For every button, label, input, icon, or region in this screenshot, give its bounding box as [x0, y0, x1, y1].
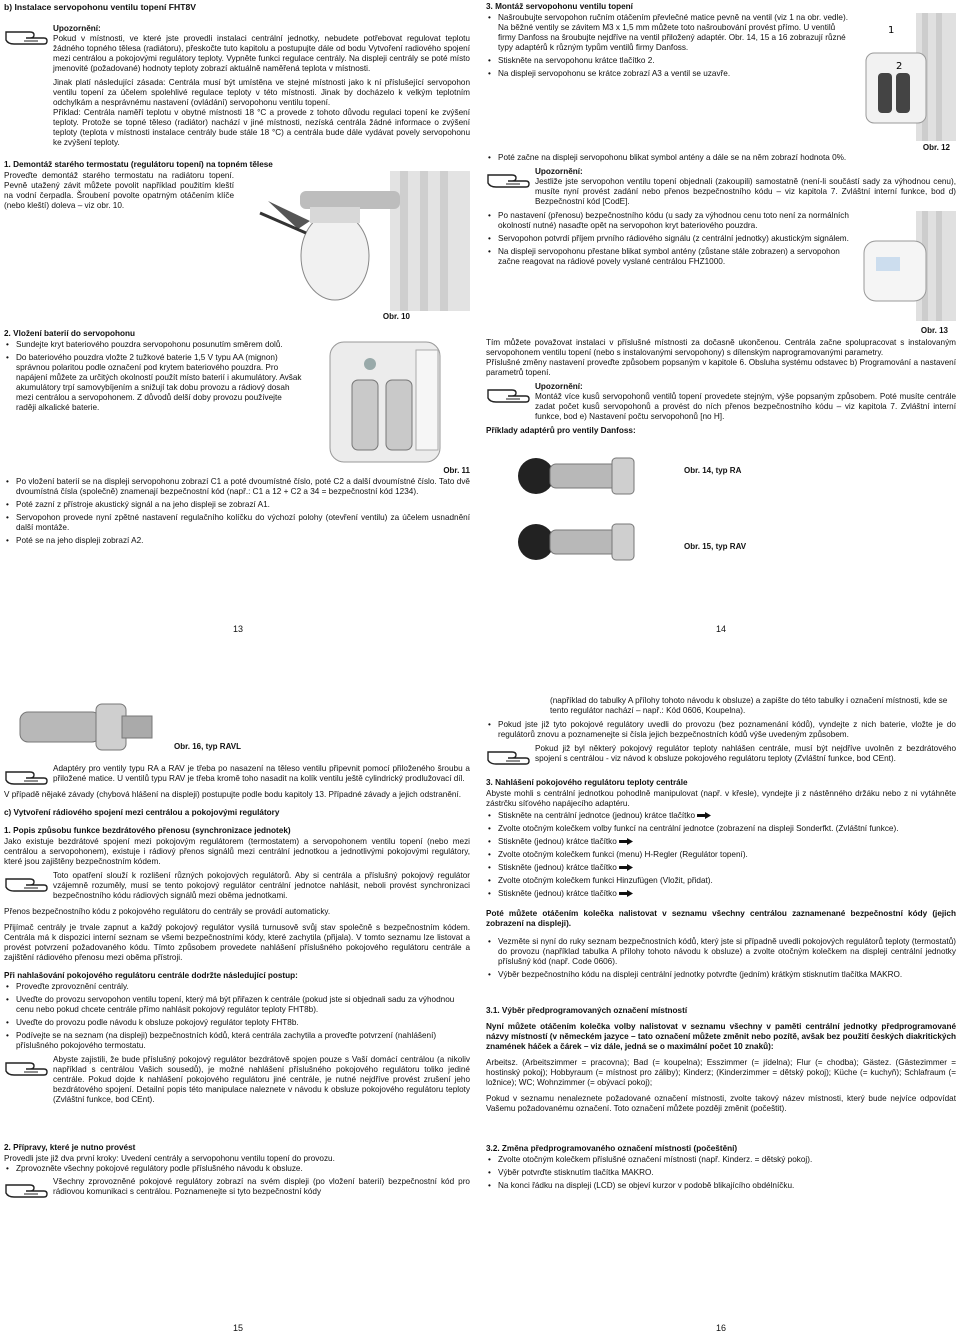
- list-item: • Na displeji servopohonu přestane blikat symbol antény (zůstane stále zobrazen) a servopohon začne reagovat na rádiové povely vyslané centrálou FHZ1000.: [486, 247, 850, 267]
- list-item: • Poté začne na displeji servopohonu blikat symbol antény a dále se na něm zobrazí hodnota 0%.: [486, 153, 956, 163]
- note-label: Upozornění:: [535, 382, 583, 391]
- code-list: [486, 720, 956, 740]
- section-1-text: Proveďte demontáž starého termostatu na radiátoru topení. Pevně utažený závit můžete povolit například použitím kleští na vodní čerpadla. Šroubení povolte opatrným otáčením klíče (nebo kleští) doleva – viz obr. 10.: [4, 171, 234, 211]
- list-item: • Stiskněte na servopohonu krátce tlačítko 2.: [486, 56, 850, 66]
- paragraph: (například do tabulky A přílohy tohoto návodu k obsluze) a zapište do této tabulky i označení místnosti, kde se tento regulátor nachází – např.: Kód 0606, Koupelna).: [550, 696, 948, 715]
- arrow-button-icon: [697, 812, 711, 819]
- pointing-hand-icon: [4, 1177, 48, 1199]
- page-number: 16: [715, 1323, 726, 1334]
- adapter-ravl-image: [10, 694, 160, 760]
- figure-12-caption: Obr. 12: [922, 143, 950, 153]
- note-text: Pokud v místnosti, ve které jste provedli instalaci centrální jednotky, nebudete potřebovat regulovat teplotu žádného topného tělesa (radiátoru), přeskočte tuto kapitolu a postupujte dále od bodu Vytvoření radiového spojení mezi centrálou a pokojovými regulátory teploty. Vypněte funkci regulace centrály. Na displeji centrály se poté místo jmenovité (požadované) hodnoty teploty zobrazí aktuálně naměřená teplota v místnosti.: [53, 34, 470, 74]
- page-15: [0, 690, 476, 1334]
- battery-steps: [4, 340, 304, 475]
- pointing-hand-icon: [486, 382, 530, 404]
- pointing-hand-icon: [486, 167, 530, 189]
- paragraph: Přijímač centrály je trvale zapnut a každý pokojový regulátor vysílá turnusově svůj stav společně s bezpečnostním kódem. Centrála má k dispozici interní seznam se všemi bezpečnostními kódy, které zachytila (přijala). V tomto seznamu lze listovat a provést potvrzení požadovaného kódu. Tímto způsobem provedete nahlášení příslušného pokojového regulátoru centrále a zajištění rádiového přenosu mezi oběma přístroji.: [4, 923, 470, 962]
- step-text: Stiskněte (jednou) krátce tlačítko: [498, 889, 617, 898]
- note-box: [4, 764, 470, 786]
- figure-11-caption: Obr. 11: [443, 465, 470, 475]
- page-16: [482, 690, 960, 1334]
- section-heading-2: 2. Vložení baterií do servopohonu: [4, 329, 136, 339]
- pointing-hand-icon: [4, 24, 48, 46]
- figure-16-caption: Obr. 16, typ RAVL: [174, 742, 241, 751]
- list-item: [486, 811, 956, 821]
- paragraph: Abyste mohli s centrální jednotkou pohodlně manipulovat (např. v křesle), vyndejte ji z nástěnného držáku nebo z ni vytáhněte zástrčku síťového napájecího adaptéru.: [486, 789, 956, 808]
- arrow-button-icon: [619, 838, 633, 845]
- note-text: Pokud již byl některý pokojový regulátor teploty nahlášen centrále, musí být nejdříve uvolněn z bezdrátového spojení s centrálou - viz návod k obsluze pokojového regulátoru teploty (Zvláštní funkce, bod CEnt).: [535, 744, 956, 763]
- examples-heading: Příklady adaptérů pro ventily Danfoss:: [486, 426, 636, 435]
- note-box: [486, 744, 956, 766]
- list-item: • Vezměte si nyní do ruky seznam bezpečnostních kódů, který jste si případně uvedli pokojových regulátorů teploty (termostatů) do provozu (například tabulka A přílohy tohoto návodu k obsluze) a zvolte otočným kolečkem na displeji centrální jednotky příslušný kód (např. Code 0606).: [486, 937, 956, 967]
- list-item: • Servopohon provede nyní zpětné nastavení regulačního kolíčku do výchozí polohy (otevření ventilu) za účelem usnadnění další montáže.: [4, 513, 470, 533]
- paragraph: Příslušné změny nastavení proveďte způsobem popsaným v kapitole 6. Obsluha systému odstavec b) Programování a nastavení parametrů topení.: [486, 358, 956, 377]
- section-heading-32: 3.2. Změna předprogramovaného označení místnosti (počeštění): [486, 1144, 738, 1153]
- paragraph: Poté můžete otáčením kolečka nalistovat v seznamu všechny centrálou zaznamenané bezpečnostní kódy (jejich zobrazení na displeji).: [486, 909, 956, 928]
- figure-14-caption: Obr. 14, typ RA: [684, 466, 742, 475]
- list-item: [486, 837, 956, 847]
- arrow-button-icon: [619, 890, 633, 897]
- list-item: • Zvolte otočným kolečkem volby funkcí na centrální jednotce (zobrazení na displeji Sonderfkt. (Zvláštní funkce).: [486, 824, 956, 834]
- antenna-step: [486, 153, 956, 163]
- paragraph: Pokud v seznamu nenaleznete požadované označení místnosti, zvolte takový název místnosti, který bude nejvíce odpovídat Vašemu požadovanému označení. Toto označení můžete později změnit (počeštit).: [486, 1094, 956, 1113]
- note-box: [4, 24, 470, 74]
- section-title: b) Instalace servopohonu ventilu topení FHT8V: [4, 2, 196, 12]
- section-heading-3: 3. Montáž servopohonu ventilu topení: [486, 2, 633, 11]
- note-text: Adaptéry pro ventily typu RA a RAV je třeba po nasazení na těleso ventilu připevnit pomocí přiloženého šroubu a přiložené matice. U ventilů typu RAV je třeba kromě toho nasadit na kolík ventilu ještě cylindrický prodlužovací díl.: [53, 764, 470, 783]
- note-label: Upozornění:: [53, 24, 101, 34]
- page-number: 13: [232, 624, 243, 635]
- page-number: 14: [715, 624, 726, 635]
- page-13: [0, 0, 476, 640]
- list-item: • Po vložení baterií se na displeji servopohonu zobrazí C1 a poté dvoumístné číslo, poté C2 a další dvoumístné číslo. Tato dvě dvoumístná čísla (společně) znamenají bezpečnostní kód (např.: C1 a 12 + C2 a 34 = bezpečnostní kód 1234).: [4, 477, 470, 497]
- page-number: 15: [232, 1323, 243, 1334]
- svg-text:2: 2: [896, 61, 903, 72]
- list-item: • Výběr bezpečnostního kódu na displeji centrální jednotky potvrďte (jedním) krátkým stisknutím tlačítka MAKRO.: [486, 970, 956, 980]
- paragraph: Nyní můžete otáčením kolečka volby nalistovat v seznamu všechny v paměti centrální jednotky předprogramované názvy místností (v německém jazyce – tato označení můžete změnit nebo pozítě, avšak bez použití českých diakritických znamének háček a čárek – viz dále, jedná se o maximální počet 10 znaků):: [486, 1022, 956, 1051]
- figure-16: [4, 690, 470, 762]
- adapter-figures: [486, 442, 956, 582]
- rename-steps: [486, 1155, 956, 1191]
- list-item: • Do bateriového pouzdra vložte 2 tužkové baterie 1,5 V typu AA (mignon) správnou polaritou podle označení pod krytem bateriového pouzdra. Pro napájení můžete za určitých okolností použít místo baterií i akumulátory. Avšak akumulátory trpí samovybíjením a snižují tak dobu provozu a rádiový dosah mezi centrálou a servopohonem. Z důvodů delší doby provozu používejte raději alkalické baterie.: [4, 353, 304, 413]
- note-box: [4, 871, 470, 901]
- rooms-list: Arbeitsz. (Arbeitszimmer = pracovna); Bad (= koupelna); Esszimmer (= jídelna); Flur (= chodba); Gästez. (Gästezimmer = hostinský pokoj); Hobbyraum (= místnost pro záliby); Kinderz; (Kinderzimmer = dětský pokoj); Küche (= kuchyň); Schlafraum (= ložnice); WC; Wohnzimmer (= obývací pokoj);: [486, 1058, 956, 1087]
- page-14: [482, 0, 960, 640]
- list-item: • Na konci řádku na displeji (LCD) se objeví kurzor v podobě blikajícího obdélníčku.: [486, 1181, 956, 1191]
- list-item: [486, 889, 956, 899]
- list-item: • Servopohon potvrdí příjem prvního rádiového signálu (z centrální jednotky) akustickým signálem.: [486, 234, 850, 244]
- list-item: • Zvolte otočným kolečkem funkci Hinzufügen (Vložit, přidat).: [486, 876, 956, 886]
- pointing-hand-icon: [4, 871, 48, 893]
- step-text: Stiskněte na centrální jednotce (jednou) krátce tlačítko: [498, 811, 696, 820]
- procedure-steps: [4, 982, 470, 1051]
- list-item: • Uveďte do provozu servopohon ventilu topení, který má být přiřazen k centrále (pokud jste si objednali sadu za výhodnou cenu nebo pokud chcete centrále přímo nahlásit pokojový regulátor teploty FHT8b).: [4, 995, 470, 1015]
- confirm-steps: [486, 937, 956, 980]
- code-steps: [486, 211, 850, 336]
- note-text: Montáž více kusů servopohonů ventilů topení provedete stejným, výše popsaným způsobem. Poté musíte centrále zadat počet kusů servopohonů a provést do ních přenos bezpečnostního kódu – viz kapitola 7. Zvláštní interní funkce, bod e) Nastavení počtu servopohonů [no H].: [535, 392, 956, 421]
- list-item: • Našroubujte servopohon ručním otáčením převlečné matice pevně na ventil (viz 1 na obr. vedle). Na běžné ventily se závitem M3 x 1,5 mm můžete toto našroubování provést přímo. U ventilů firmy Danfoss na šroubujte nejdříve na ventil přiložený adaptér. Obr. 14, 15 a 16 zobrazují různé typy adaptérů k různým typům ventilů firmy Danfoss.: [486, 13, 850, 53]
- paragraph: Přenos bezpečnostního kódu z pokojového regulátoru do centrály se provádí automaticky.: [4, 907, 331, 916]
- note-text: Jestliže jste servopohon ventilu topení objednali (zakoupili) samostatně (není-li součástí sady za výhodnou cenu), musíte nyní provést zadání nebo přenos bezpečnostního kódu – viz kapitola 7. Zvláštní interní funkce, bod d) Bezpečnostní kód [CodE].: [535, 177, 956, 206]
- svg-text:1: 1: [888, 25, 895, 36]
- adapter-ra-image: [506, 448, 646, 504]
- note-box: [486, 167, 956, 207]
- arrow-button-icon: [619, 864, 633, 871]
- list-item: • Sundejte kryt bateriového pouzdra servopohonu posunutím směrem dolů.: [4, 340, 304, 350]
- list-item: • Pokud jste již tyto pokojové regulátory uvedli do provozu (bez poznamenání kódů), vyndejte z nich baterie, vložte je do regulátorů znovu a poznamenejte si čísla jejich bezpečnostních kódů výše uvedeným způsobem.: [486, 720, 956, 740]
- figure-15-caption: Obr. 15, typ RAV: [684, 542, 747, 551]
- note-text: Abyste zajistili, že bude příslušný pokojový regulátor bezdrátově spojen pouze s Vaší domácí centrálou (a nikoliv například s centrálou Vašich sousedů), je možné nahlášení příslušného pokojového regulátoru toliko jediné centrále. Pokud dojde k nahlášení pokojového regulátoru jiné centrále, je nutné nejdříve provést zrušení jeho bezdrátového spojení. Detailní popis této manipulace naleznete v návodu k obsluze pokojového regulátoru teploty (Zvláštní funkce, bod CEnt).: [53, 1055, 470, 1104]
- adapter-rav-image: [506, 514, 646, 570]
- list-item: • Na displeji servopohonu se krátce zobrazí A3 a ventil se uzavře.: [486, 69, 850, 79]
- section-heading-c: c) Vytvoření rádiového spojení mezi centrálou a pokojovými regulátory: [4, 808, 280, 817]
- note-box: [4, 1055, 470, 1105]
- pointing-hand-icon: [486, 744, 530, 766]
- paragraph: V případě nějaké závady (chybová hlášení na displeji) postupujte podle bodu kapitoly 13. Případné závady a jejich odstranění.: [4, 790, 461, 799]
- figure-13-caption: Obr. 13: [920, 326, 948, 336]
- list-item: • Podívejte se na seznam (na displeji) bezpečnostních kódů, která centrála zachytila a proveďte potvrzení (nahlášení) příslušného pokojového termostatu.: [4, 1031, 470, 1051]
- figure-10-caption: Obr. 10: [382, 311, 410, 321]
- note-text: Všechny zprovozněné pokojové regulátory zobrazí na svém displeji (po vložení baterií) bezpečnostní kód pro rádiovou komunikaci s centrálou. Poznamenejte si tyto bezpečnostní kódy: [53, 1177, 470, 1196]
- servo-battery-image: [310, 340, 470, 465]
- servo-mounted-image: [856, 211, 956, 321]
- note-box: [486, 382, 956, 422]
- list-item: • Výběr potvrďte stisknutím tlačítka MAKRO.: [486, 1168, 956, 1178]
- section-heading-3: 3. Nahlášení pokojového regulátoru teploty centrále: [486, 778, 688, 787]
- list-item: • Poté zazní z přístroje akustický signál a na jeho displeji se zobrazí A1.: [4, 500, 470, 510]
- paragraph: Tím můžete považovat instalaci v příslušné místnosti za dočasně ukončenou. Centrála začne spolupracovat s instalovaným servopohonem ventilu topení (nebo s instalovanými servopohony) s dílenským naprogramovanými parametry.: [486, 338, 956, 357]
- post-battery-steps: [4, 477, 470, 546]
- registration-steps: [486, 811, 956, 899]
- list-item: • Poté se na jeho displeji zobrazí A2.: [4, 536, 470, 546]
- pointing-hand-icon: [4, 764, 48, 786]
- figure-11: [310, 340, 470, 475]
- paragraph: Jako existuje bezdrátové spojení mezi pokojovým regulátorem (termostatem) a servopohonem ventilu topení (nebo mezi centrálou a servopohonem), existuje i rádiový přenos signálů mezi centrální jednotkou a jednotlivými pokojovými regulátory, které jsou zajištěny bezpečnostním kódem.: [4, 837, 470, 866]
- step-text: Stiskněte (jednou) krátce tlačítko: [498, 863, 617, 872]
- figure-12: [856, 13, 956, 153]
- section-heading-c2: 2. Přípravy, které je nutno provést: [4, 1143, 136, 1152]
- figure-10: [240, 171, 470, 321]
- step-text: Stiskněte (jednou) krátce tlačítko: [498, 837, 617, 846]
- example-paragraph: Příklad: Centrála naměří teplotu v obytné místnosti 18 °C a provede z tohoto důvodu regulaci topení ke zvýšení teploty. Protože se topné těleso (radiátor) nachází v jiné místnosti, nezíská centrála žádné informace o zvýšení teploty (teplota v místnosti instalace centrály bude stále 18 °C) a centrála bude dále vydávat povely servopohonu ke zvýšení teploty.: [53, 108, 470, 148]
- note-text: Toto opatření slouží k rozlišení různých pokojových regulátorů. Aby si centrála a příslušný pokojový regulátor vzájemně rozuměly, musí se tento pokojový regulátor centrální jednotce nahlásit, neboli provést synchronizaci bezpečnostního kódu rádiových signálů mezi oběma jednotkami.: [53, 871, 470, 900]
- mounting-image: [856, 13, 956, 141]
- figure-13: [856, 211, 956, 336]
- list-item: • Proveďte zprovoznění centrály.: [4, 982, 470, 992]
- rule-paragraph: Jinak platí následující zásada: Centrála musí být umístěna ve stejné místnosti jako k ní příslušející servopohon ventilu topení za účelem spolehlivé regulace teploty v této místnosti. Jinak by docházelo k velkým teplotním odchylkám a nesprávnému nastavení (ovládání) servopohonu ventilu topení.: [53, 78, 470, 108]
- list-item: [486, 863, 956, 873]
- note-label: Upozornění:: [535, 167, 583, 176]
- section-heading-c1: 1. Popis způsobu funkce bezdrátového přenosu (synchronizace jednotek): [4, 826, 291, 835]
- pointing-hand-icon: [4, 1055, 48, 1077]
- list-item: • Po nastavení (přenosu) bezpečnostního kódu (u sady za výhodnou cenu toto není za normálních okolností nutné) nasaďte opět na servopohon kryt bateriového pouzdra.: [486, 211, 850, 231]
- list-item: • Uveďte do provozu podle návodu k obsluze pokojový regulátor teploty FHT8b.: [4, 1018, 470, 1028]
- note-box: [4, 1177, 470, 1199]
- list-item: • Zprovozněte všechny pokojové regulátory podle příslušného návodu k obsluze.: [4, 1164, 470, 1174]
- procedure-heading: Při nahlašování pokojového regulátoru centrále dodržte následující postup:: [4, 971, 298, 980]
- thermostat-image: [240, 171, 470, 311]
- list-item: • Zvolte otočným kolečkem funkci (menu) H-Regler (Regulátor topení).: [486, 850, 956, 860]
- paragraph: Provedli jste již dva první kroky: Uvedení centrály a servopohonu ventilu topení do provozu.: [4, 1154, 335, 1163]
- section-heading-1: 1. Demontáž starého termostatu (regulátoru topení) na topném tělese: [4, 160, 273, 170]
- mount-steps: [486, 13, 850, 153]
- section-heading-31: 3.1. Výběr předprogramovaných označení místností: [486, 1006, 688, 1015]
- list-item: • Zvolte otočným kolečkem příslušné označení místnosti (např. Kinderz. = dětský pokoj).: [486, 1155, 956, 1165]
- prep-steps: [4, 1164, 470, 1174]
